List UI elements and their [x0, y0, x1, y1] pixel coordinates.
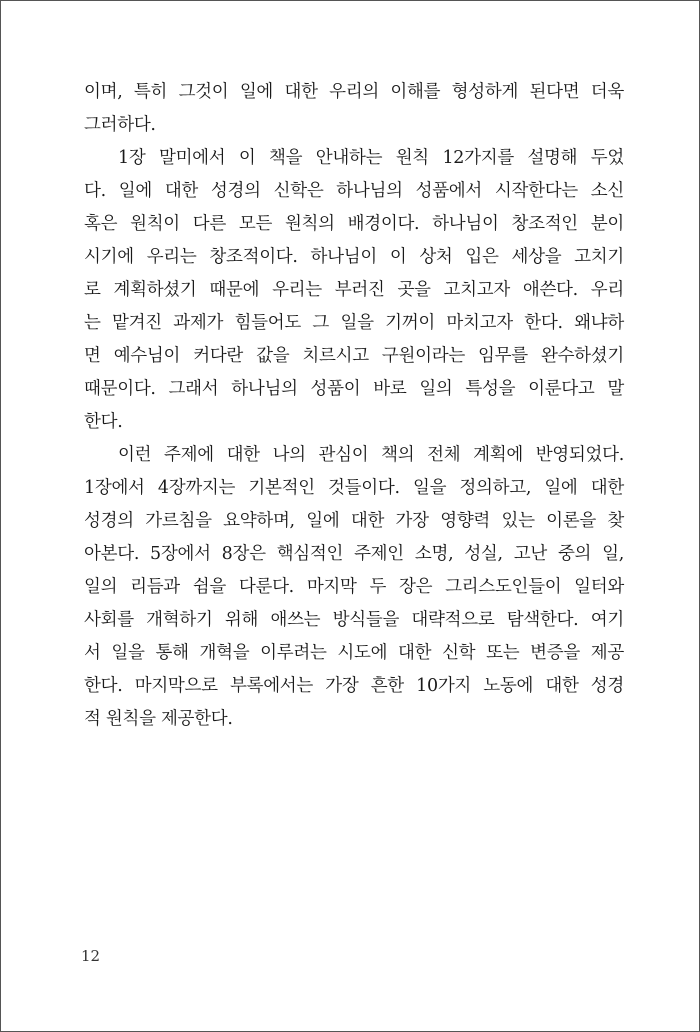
text-line: 적 원칙을 제공한다.	[84, 709, 233, 729]
text-line: 아본다. 5장에서 8장은 핵심적인 주제인 소명, 성실, 고난 중의 일,	[84, 544, 624, 564]
text-line: 성경의 가르침을 요약하며, 일에 대한 가장 영향력 있는 이론을 찾	[84, 511, 624, 531]
text-line: 면 예수님이 커다란 값을 치르시고 구원이라는 임무를 완수하셨기	[84, 346, 624, 366]
text-line: 일의 리듬과 쉼을 다룬다. 마지막 두 장은 그리스도인들이 일터와	[84, 577, 624, 597]
text-line: 이며, 특히 그것이 일에 대한 우리의 이해를 형성하게 된다면 더욱	[84, 82, 624, 102]
text-line: 한다. 마지막으로 부록에서는 가장 흔한 10가지 노동에 대한 성경	[84, 676, 624, 696]
text-line: 1장 말미에서 이 책을 안내하는 원칙 12가지를 설명해 두었	[118, 148, 624, 168]
text-line: 는 맡겨진 과제가 힘들어도 그 일을 기꺼이 마치고자 한다. 왜냐하	[84, 313, 624, 333]
text-line: 로 계획하셨기 때문에 우리는 부러진 곳을 고치고자 애쓴다. 우리	[84, 280, 624, 300]
text-line: 다. 일에 대한 성경의 신학은 하나님의 성품에서 시작한다는 소신	[84, 181, 624, 201]
text-line: 이런 주제에 대한 나의 관심이 책의 전체 계획에 반영되었다.	[118, 445, 624, 465]
page-number: 12	[81, 947, 101, 965]
paragraph-1	[84, 76, 624, 142]
text-line: 사회를 개혁하기 위해 애쓰는 방식들을 대략적으로 탐색한다. 여기	[84, 610, 624, 630]
body-text	[84, 76, 624, 736]
text-line: 서 일을 통해 개혁을 이루려는 시도에 대한 신학 또는 변증을 제공	[84, 643, 624, 663]
text-line: 그러하다.	[84, 115, 156, 135]
text-line: 1장에서 4장까지는 기본적인 것들이다. 일을 정의하고, 일에 대한	[84, 478, 624, 498]
text-line: 때문이다. 그래서 하나님의 성품이 바로 일의 특성을 이룬다고 말	[84, 379, 624, 399]
text-line: 혹은 원칙이 다른 모든 원칙의 배경이다. 하나님이 창조적인 분이	[84, 214, 624, 234]
paragraph-2	[84, 142, 624, 439]
text-line: 한다.	[84, 412, 123, 432]
paragraph-3	[84, 439, 624, 736]
text-line: 시기에 우리는 창조적이다. 하나님이 이 상처 입은 세상을 고치기	[84, 247, 624, 267]
